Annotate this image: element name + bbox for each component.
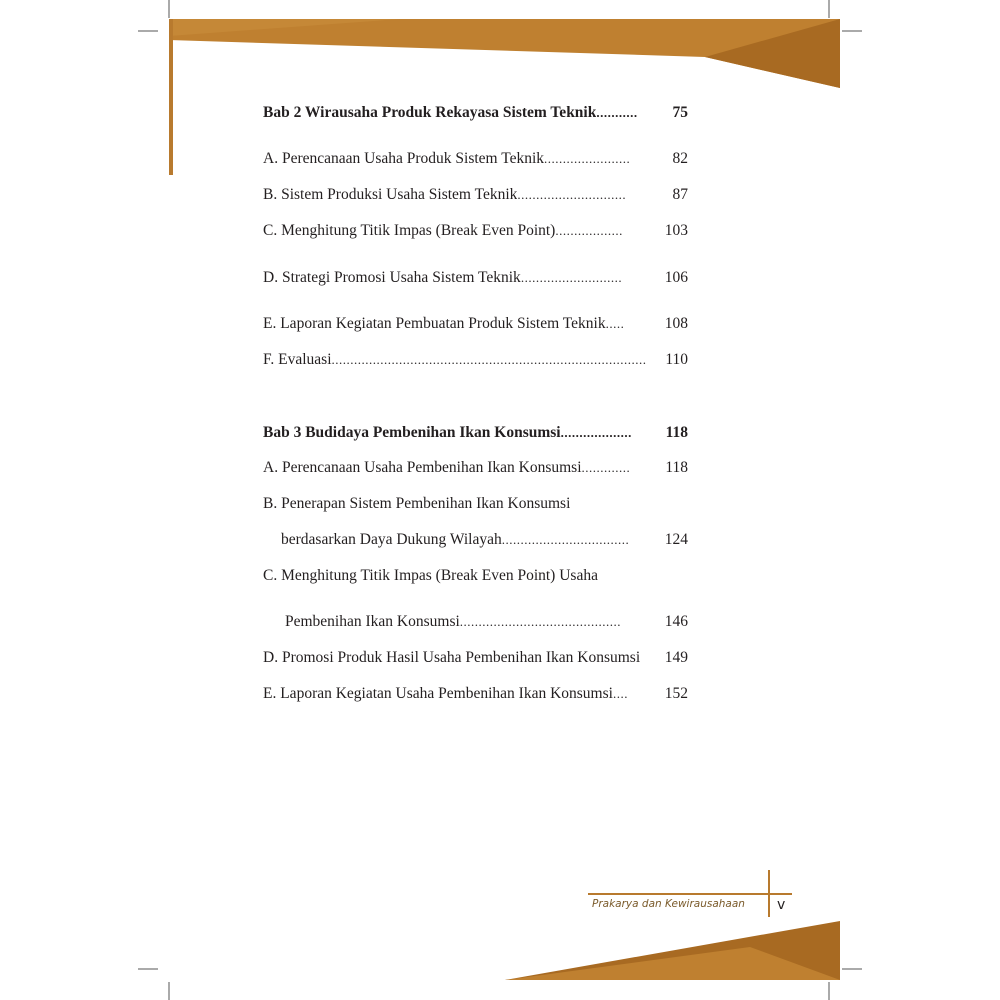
toc-page-number: 82 — [672, 150, 688, 167]
toc-entry-label: berdasarkan Daya Dukung Wilayah — [281, 531, 502, 548]
toc-leader: ................... — [560, 425, 632, 440]
toc-page-number: 87 — [672, 186, 688, 203]
toc-entry-label: E. Laporan Kegiatan Usaha Pembenihan Ikan Konsumsi — [263, 685, 613, 702]
toc-leader: ....................... — [544, 151, 631, 166]
toc-entry[interactable] — [263, 348, 688, 372]
toc-entry[interactable] — [263, 266, 688, 290]
toc-leader: ........................... — [520, 270, 623, 285]
footer-book-title: Prakarya dan Kewirausahaan — [592, 898, 745, 910]
toc-entry-label: D. Strategi Promosi Usaha Sistem Teknik — [263, 269, 521, 286]
toc-page-number: 103 — [664, 222, 688, 239]
toc-entry-label: C. Menghitung Titik Impas (Break Even Point) — [263, 222, 556, 239]
toc-page-number: 124 — [664, 531, 688, 548]
toc-entry-label: A. Perencanaan Usaha Produk Sistem Teknik — [263, 150, 545, 167]
toc-entry[interactable] — [263, 492, 688, 516]
toc-entry[interactable] — [263, 312, 688, 336]
toc-chapter-3[interactable] — [263, 421, 688, 445]
toc-entry-label: D. Promosi Produk Hasil Usaha Pembenihan Ikan Konsumsi — [263, 649, 641, 666]
toc-entry-label: B. Penerapan Sistem Pembenihan Ikan Konsumsi — [263, 495, 571, 512]
toc-entry-label: Bab 2 Wirausaha Produk Rekayasa Sistem Teknik — [263, 104, 597, 121]
footer-page-number: v — [777, 897, 786, 913]
toc-leader: ........... — [596, 105, 638, 120]
toc-entry[interactable] — [263, 646, 688, 670]
toc-entry[interactable] — [263, 682, 688, 706]
footer-band — [505, 921, 840, 980]
toc-leader: .................................................................................... — [331, 352, 647, 367]
toc-leader: ............................. — [517, 187, 627, 202]
toc-page-number: 106 — [664, 269, 688, 286]
toc-leader: .... — [612, 686, 628, 701]
toc-leader: ............. — [581, 460, 631, 475]
toc-entry[interactable] — [263, 219, 688, 243]
toc-page-number: 110 — [665, 351, 688, 368]
toc-entry-label: Pembenihan Ikan Konsumsi — [285, 613, 460, 630]
toc-page-number: 75 — [672, 104, 688, 121]
toc-leader: ........................................... — [459, 614, 622, 629]
toc-page-number: 149 — [664, 649, 688, 666]
toc-leader: ..... — [605, 316, 625, 331]
toc-leader: .................. — [555, 223, 623, 238]
toc-page-number: 118 — [665, 424, 688, 441]
toc-chapter-2[interactable] — [263, 101, 688, 125]
toc-entry-continuation[interactable] — [285, 610, 688, 634]
toc-entry[interactable] — [263, 564, 688, 588]
toc-entry-label: C. Menghitung Titik Impas (Break Even Point) Usaha — [263, 567, 598, 584]
toc-entry-label: B. Sistem Produksi Usaha Sistem Teknik — [263, 186, 518, 203]
toc-entry-label: F. Evaluasi — [263, 351, 332, 368]
toc-leader: .................................. — [501, 532, 630, 547]
toc-entry[interactable] — [263, 456, 688, 480]
toc-page-number: 118 — [665, 459, 688, 476]
toc-page-number: 146 — [664, 613, 688, 630]
toc-entry[interactable] — [263, 183, 688, 207]
toc-entry-label: E. Laporan Kegiatan Pembuatan Produk Sistem Teknik — [263, 315, 606, 332]
toc-entry-label: Bab 3 Budidaya Pembenihan Ikan Konsumsi — [263, 424, 561, 441]
toc-entry[interactable] — [263, 147, 688, 171]
toc-page-number: 108 — [664, 315, 688, 332]
toc-entry-label: A. Perencanaan Usaha Pembenihan Ikan Konsumsi — [263, 459, 582, 476]
toc-page-number: 152 — [664, 685, 688, 702]
toc-entry-continuation[interactable] — [281, 528, 688, 552]
